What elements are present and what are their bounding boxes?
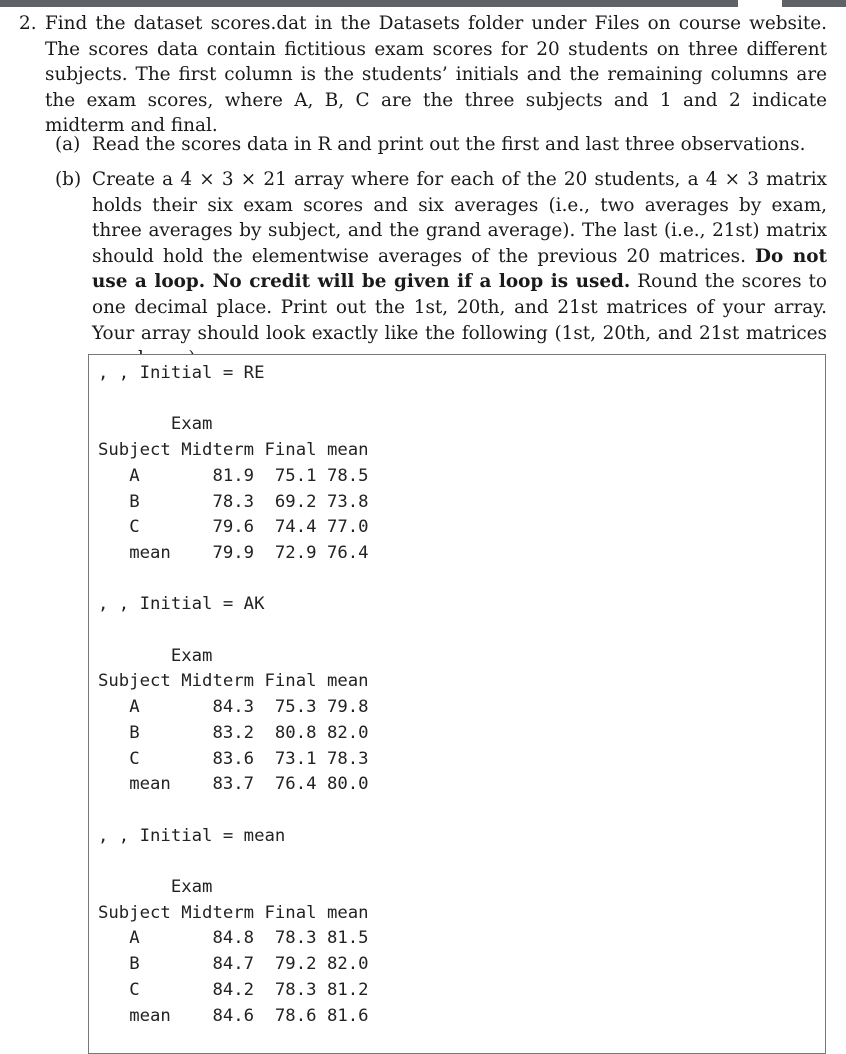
blank-line — [98, 567, 369, 593]
cell-value: 79.6 — [212, 517, 255, 538]
cell-value: 84.8 — [212, 928, 255, 949]
part-b-bold-warning: Do not use a loop. No credit will be given if a loop is used. — [92, 245, 828, 293]
cell-value: 73.1 — [274, 748, 317, 769]
data-row — [98, 464, 369, 490]
data-row — [98, 926, 369, 952]
cell-value: 84.7 — [212, 954, 255, 975]
slice-header-prefix: , , Initial = — [98, 594, 244, 615]
row-label: B — [129, 491, 140, 512]
cell-value: 83.6 — [212, 748, 255, 769]
row-label: A — [129, 928, 140, 949]
row-label: C — [129, 517, 140, 538]
slice-initial: AK — [243, 594, 265, 615]
data-row — [98, 1004, 369, 1030]
cell-value: 84.6 — [212, 1005, 255, 1026]
slice-header — [98, 592, 369, 618]
dim-label — [98, 644, 369, 670]
top-bar — [0, 0, 846, 7]
cell-value: 83.2 — [212, 722, 255, 743]
cell-value: 77.0 — [326, 517, 369, 538]
part-b-label: (b) — [55, 169, 82, 190]
col-header-mean: mean — [326, 671, 369, 692]
cell-value: 84.2 — [212, 979, 255, 1000]
slice-header-prefix: , , Initial = — [98, 363, 244, 383]
cell-value: 78.3 — [274, 928, 317, 949]
cell-value: 75.3 — [274, 697, 317, 718]
row-label: mean — [129, 774, 171, 795]
cell-value: 76.4 — [326, 542, 369, 563]
r-console-output — [98, 361, 369, 1029]
slice-initial: mean — [243, 825, 286, 846]
dim-label — [98, 412, 369, 438]
cell-value: 74.4 — [274, 517, 317, 538]
row-label: C — [129, 748, 140, 769]
column-header-row — [98, 901, 369, 927]
row-label: B — [129, 722, 140, 743]
row-label: mean — [129, 1005, 171, 1026]
cell-value: 78.3 — [326, 748, 369, 769]
data-row — [98, 721, 369, 747]
cell-value: 73.8 — [326, 491, 369, 512]
blank-line — [98, 387, 369, 413]
blank-line — [98, 618, 369, 644]
slice-header — [98, 361, 369, 387]
col-header-midterm: Midterm — [181, 902, 255, 923]
cell-value: 76.4 — [274, 774, 317, 795]
data-row — [98, 490, 369, 516]
cell-value: 84.3 — [212, 697, 255, 718]
row-label: A — [129, 697, 140, 718]
blank-line — [98, 798, 369, 824]
column-header-row — [98, 438, 369, 464]
cell-value: 81.2 — [326, 979, 369, 1000]
subject-header: Subject — [98, 440, 171, 461]
slice-header — [98, 824, 369, 850]
cell-value: 69.2 — [274, 491, 317, 512]
problem-number: 2. — [19, 13, 37, 34]
blank-line — [98, 849, 369, 875]
row-label: mean — [129, 542, 171, 563]
cell-value: 80.8 — [274, 722, 317, 743]
col-header-mean: mean — [326, 440, 369, 461]
row-label: C — [129, 979, 140, 1000]
col-header-final: Final — [264, 440, 317, 461]
data-row — [98, 541, 369, 567]
top-bar-tab — [738, 0, 782, 7]
col-header-final: Final — [264, 671, 317, 692]
row-label: B — [129, 954, 140, 975]
exam-dim-label: Exam — [170, 414, 213, 435]
col-header-final: Final — [264, 902, 317, 923]
exam-dim-label: Exam — [170, 645, 213, 666]
cell-value: 75.1 — [274, 465, 317, 486]
cell-value: 81.5 — [326, 928, 369, 949]
cell-value: 78.3 — [274, 979, 317, 1000]
cell-value: 79.2 — [274, 954, 317, 975]
subject-header: Subject — [98, 902, 171, 923]
cell-value: 81.6 — [326, 1005, 369, 1026]
cell-value: 83.7 — [212, 774, 255, 795]
subject-header: Subject — [98, 671, 171, 692]
cell-value: 72.9 — [274, 542, 317, 563]
col-header-mean: mean — [326, 902, 369, 923]
cell-value: 79.8 — [326, 697, 369, 718]
data-row — [98, 952, 369, 978]
row-label: A — [129, 465, 140, 486]
cell-value: 78.6 — [274, 1005, 317, 1026]
cell-value: 78.5 — [326, 465, 369, 486]
column-header-row — [98, 669, 369, 695]
col-header-midterm: Midterm — [181, 440, 255, 461]
data-row — [98, 978, 369, 1004]
cell-value: 81.9 — [212, 465, 255, 486]
data-row — [98, 772, 369, 798]
part-b-text-1: Create a 4 × 3 × 21 array where for each of the 20 students, a 4 × 3 matrix holds their six exam scores and six averages (i.e., two averages by exam, three averages by subject, and the grand average). The last (i.e., 21st) matrix should hold the elementwise averages of the previous 20 matrices. — [92, 169, 827, 267]
exam-dim-label: Exam — [170, 877, 213, 898]
data-row — [98, 695, 369, 721]
part-b-text-2: Round the scores to one decimal place. Print out the 1st, 20th, and 21st matrices of your array. Your array should look exactly like the following (1st, 20th, and 21st matrices — [92, 271, 827, 344]
part-a-text: Read the scores data in R and print out the first and last three observations. — [92, 134, 806, 155]
part-a-label: (a) — [55, 134, 81, 155]
part-b-text — [92, 167, 827, 372]
cell-value: 78.3 — [212, 491, 255, 512]
cell-value: 82.0 — [326, 954, 369, 975]
cell-value: 80.0 — [326, 774, 369, 795]
r-output-box — [88, 354, 826, 1054]
slice-initial: RE — [243, 363, 265, 383]
problem-intro: Find the dataset scores.dat in the Datasets folder under Files on course website. The scores data contain fictitious exam scores for 20 students on three different subjects. The first column is the students’ initials and the remaining columns are the exam scores, where A, B, C are the three subjects and 1 and 2 indicate midterm and final. — [45, 13, 827, 137]
data-row — [98, 515, 369, 541]
dim-label — [98, 875, 369, 901]
col-header-midterm: Midterm — [181, 671, 255, 692]
slice-header-prefix: , , Initial = — [98, 825, 244, 846]
cell-value: 79.9 — [212, 542, 255, 563]
data-row — [98, 747, 369, 773]
cell-value: 82.0 — [326, 722, 369, 743]
